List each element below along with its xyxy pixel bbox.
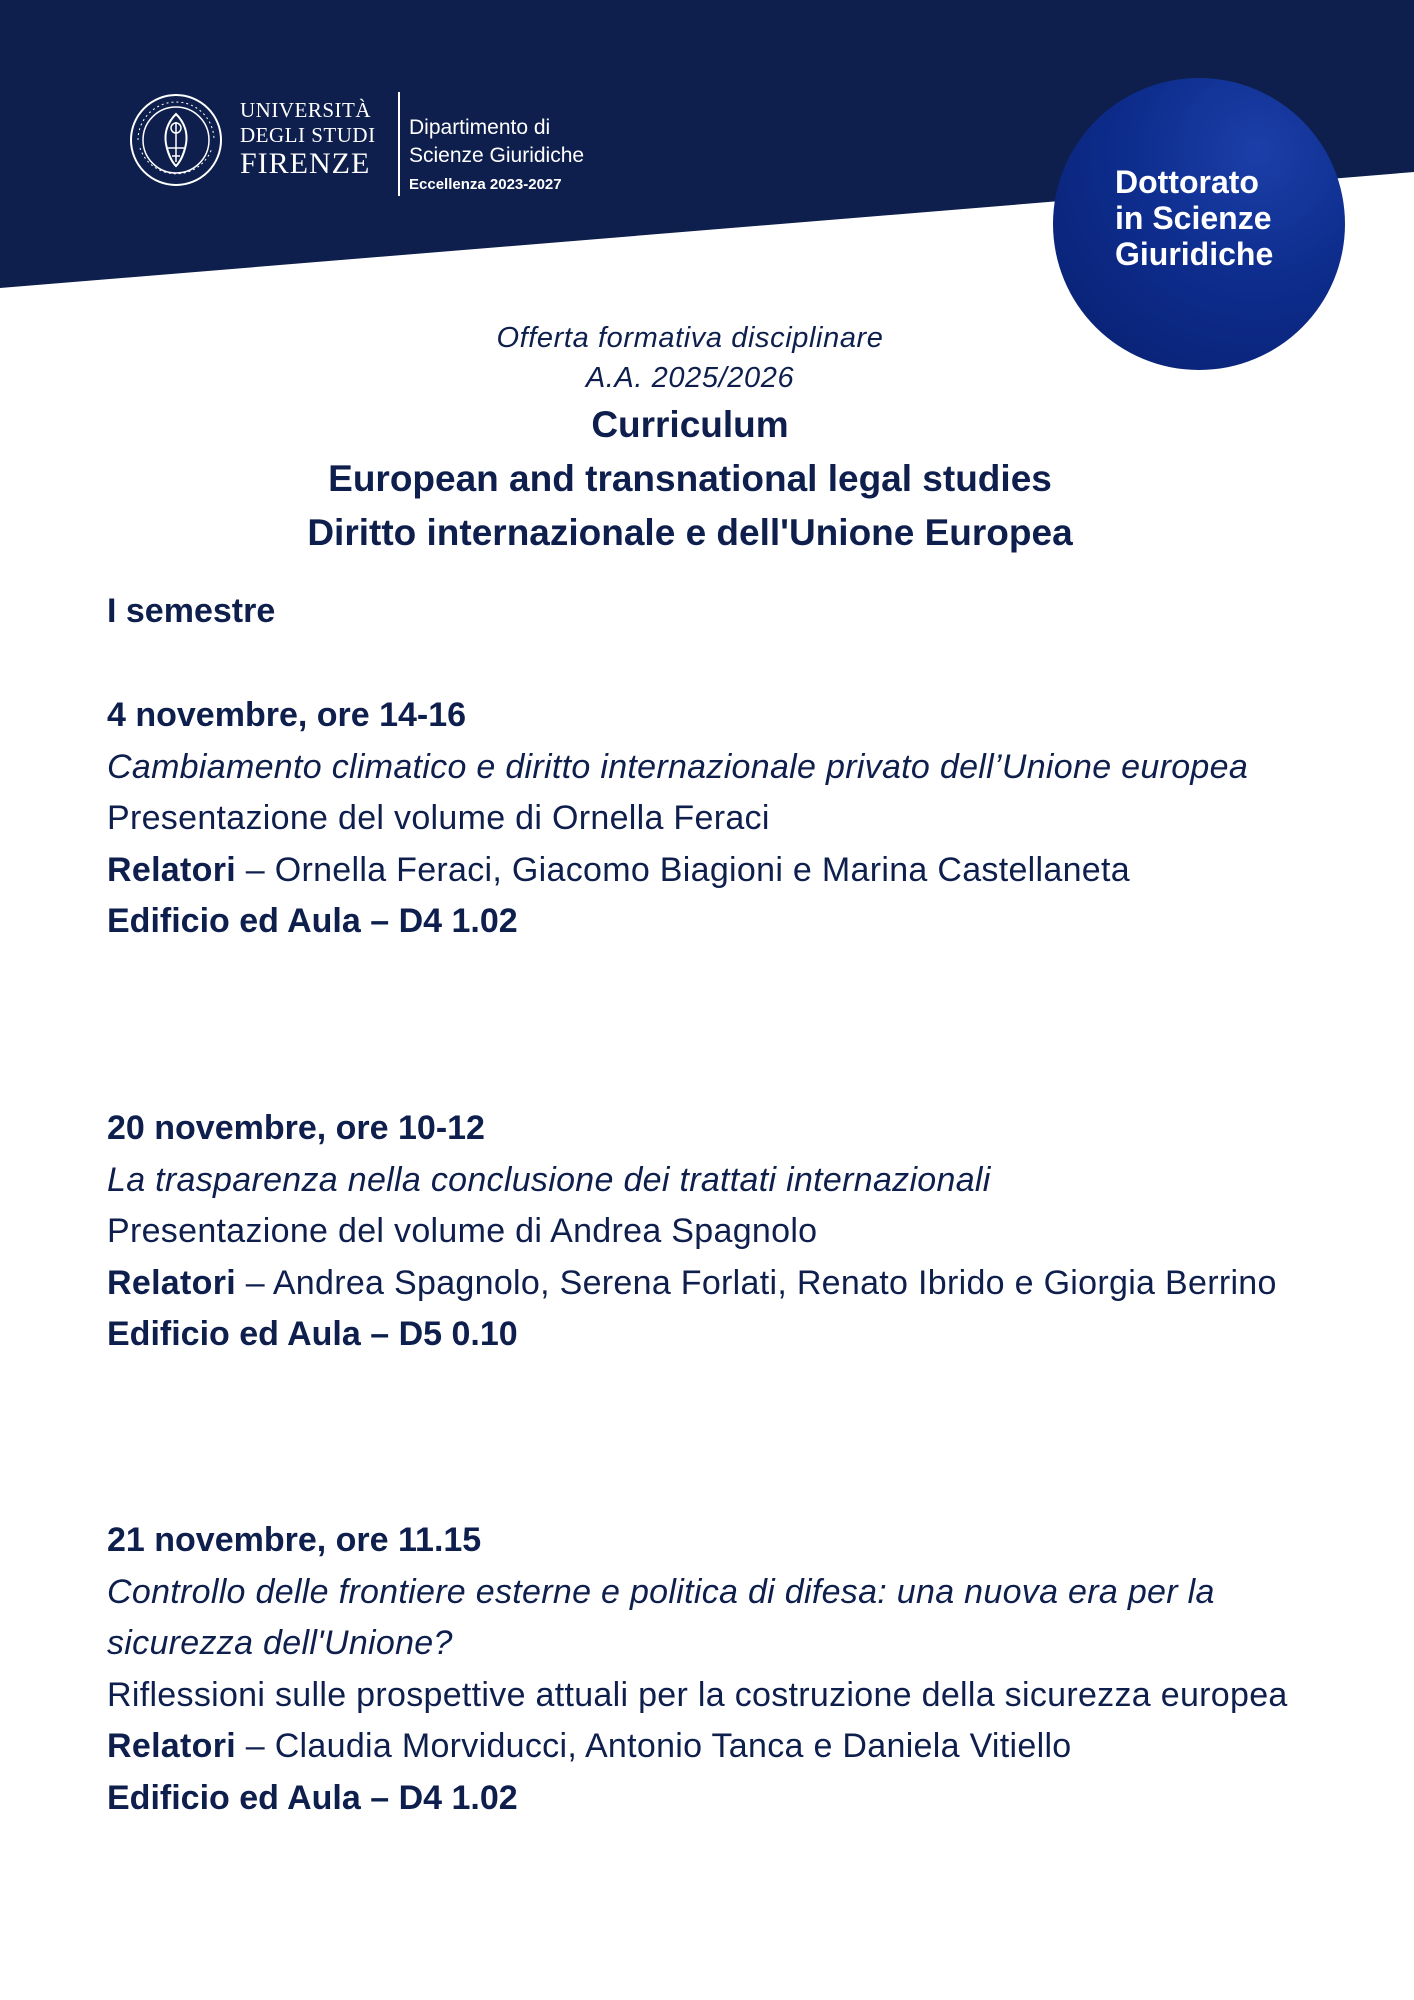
badge-line-3: Giuridiche (1115, 236, 1274, 272)
speakers-label: Relatori (107, 1263, 236, 1302)
room-code: D4 1.02 (398, 902, 518, 940)
document-heading (0, 318, 1380, 560)
university-name-line-3: FIRENZE (240, 147, 371, 180)
event-room: Edificio ed Aula – D5 0.10 (107, 1315, 518, 1353)
university-name (240, 98, 376, 180)
department-line-1: Dipartimento di (409, 116, 551, 139)
speakers-label: Relatori (107, 1727, 236, 1765)
department-line-2: Scienze Giuridiche (409, 144, 585, 167)
department-name (409, 114, 584, 193)
event-description: Presentazione del volume di Andrea Spagnolo (107, 1212, 818, 1250)
room-label: Edificio ed Aula (107, 1778, 361, 1817)
event-date: 4 novembre, ore 14-16 (107, 696, 467, 734)
university-logo (128, 92, 628, 202)
event-speakers: Relatori – Claudia Morviducci, Antonio Tanca e Daniela Vitiello (107, 1727, 1072, 1765)
university-name-line-2: DEGLI STUDI (240, 123, 376, 147)
event-date: 21 novembre, ore 11.15 (107, 1521, 482, 1559)
room-label: Edificio ed Aula (107, 902, 361, 940)
event-date: 20 novembre, ore 10-12 (107, 1109, 485, 1147)
semester-heading: I semestre (107, 592, 276, 630)
speakers-names: Ornella Feraci, Giacomo Biagioni e Marina Castellaneta (274, 850, 1130, 889)
room-label: Edificio ed Aula (107, 1315, 361, 1353)
event-room: Edificio ed Aula – D4 1.02 (107, 1778, 518, 1817)
event-description: Presentazione del volume di Ornella Feraci (107, 799, 770, 837)
event-title: Cambiamento climatico e diritto internazionale privato dell’Unione europea (107, 747, 1249, 786)
doctorate-badge-text (1115, 164, 1273, 272)
event-1 (107, 690, 1337, 948)
curriculum-name-it: Diritto internazionale e dell'Unione Europea (307, 512, 1073, 553)
event-3 (107, 1515, 1337, 1824)
event-speakers: Relatori – Ornella Feraci, Giacomo Biagioni e Marina Castellaneta (107, 850, 1130, 889)
excellence-label: Eccellenza 2023-2027 (409, 176, 562, 193)
event-description: Riflessioni sulle prospettive attuali per la costruzione della sicurezza europea (107, 1675, 1288, 1714)
event-2 (107, 1103, 1337, 1361)
badge-line-1: Dottorato (1115, 164, 1259, 200)
speakers-label: Relatori (107, 850, 236, 889)
event-title: La trasparenza nella conclusione dei trattati internazionali (107, 1160, 991, 1199)
academic-year: A.A. 2025/2026 (585, 362, 795, 394)
curriculum-label: Curriculum (591, 404, 789, 445)
event-room: Edificio ed Aula – D4 1.02 (107, 902, 518, 940)
event-title: Controllo delle frontiere esterne e politica di difesa: una nuova era per la sicurezza dell'Unione? (107, 1572, 1215, 1662)
room-code: D4 1.02 (398, 1778, 518, 1817)
university-seal-icon (128, 92, 224, 188)
offer-title: Offerta formativa disciplinare (496, 322, 884, 354)
speakers-names: Andrea Spagnolo, Serena Forlati, Renato Ibrido e Giorgia Berrino (272, 1263, 1277, 1302)
room-code: D5 0.10 (398, 1315, 518, 1353)
university-name-line-1: UNIVERSITÀ (240, 98, 371, 122)
speakers-names: Claudia Morviducci, Antonio Tanca e Daniela Vitiello (274, 1727, 1072, 1765)
curriculum-name-en: European and transnational legal studies (328, 458, 1052, 499)
logo-divider (398, 92, 400, 196)
badge-line-2: in Scienze (1115, 200, 1272, 236)
event-speakers: Relatori – Andrea Spagnolo, Serena Forlati, Renato Ibrido e Giorgia Berrino (107, 1263, 1277, 1302)
